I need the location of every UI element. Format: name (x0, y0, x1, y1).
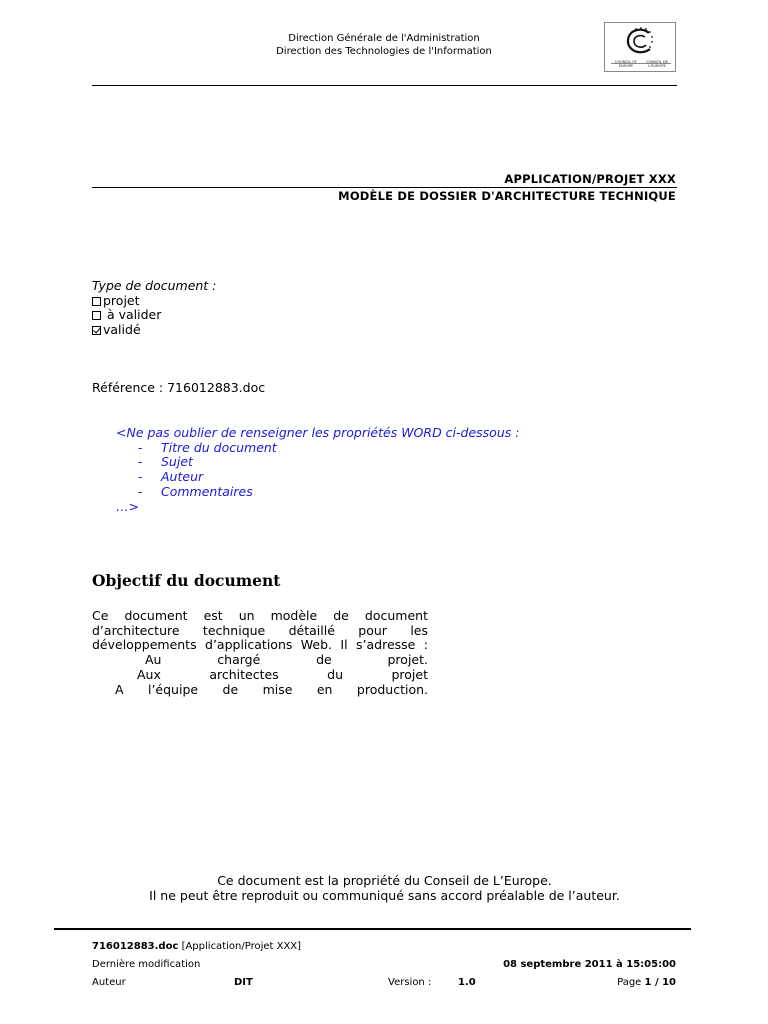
header-divider (92, 85, 677, 86)
header-line-2: Direction des Technologies de l'Information (276, 46, 492, 57)
document-type-section (92, 279, 216, 338)
paragraph-line: Ce document est un modèle de document (92, 608, 428, 623)
document-reference: Référence : 716012883.doc (92, 380, 266, 395)
doctype-option-valide[interactable] (92, 323, 216, 338)
paragraph-line: d’architecture technique détaillé pour les (92, 622, 428, 638)
list-item: - Commentaires (138, 483, 253, 499)
checkbox-unchecked-icon[interactable] (92, 297, 101, 306)
paragraph-line: développements d’applications Web. Il s’adresse : (92, 637, 428, 653)
footer-version-value: 1.0 (458, 977, 476, 988)
header-line-1: Direction Générale de l'Administration (288, 33, 480, 44)
title-divider (92, 187, 677, 188)
council-of-europe-logo (604, 22, 676, 72)
list-item: - Sujet (138, 454, 193, 470)
note-intro: <Ne pas oublier de renseigner les propriétés WORD ci-dessous : (116, 425, 520, 440)
checkbox-checked-icon[interactable] (92, 326, 101, 335)
footer-page-number: Page 1 / 10 (617, 977, 676, 988)
option-label: validé (103, 322, 141, 338)
logo-caption-fr: CONSEIL DE L'EUROPE (646, 60, 668, 68)
list-item: - Titre du document (138, 439, 277, 455)
doctype-option-projet[interactable] (92, 294, 216, 309)
paragraph-line: Au chargé de projet. (145, 652, 428, 668)
option-label: à valider (103, 307, 162, 323)
property-line-1: Ce document est la propriété du Conseil de L’Europe. (217, 873, 552, 888)
footer-version-label: Version : (388, 977, 432, 988)
header-text (170, 32, 598, 58)
doctype-option-a-valider[interactable] (92, 308, 216, 323)
list-item: - Auteur (138, 469, 204, 485)
note-outro: …> (116, 498, 139, 514)
footer-filename: 716012883.doc [Application/Projet XXX] (92, 941, 302, 952)
footer-divider (54, 928, 691, 930)
property-line-2: Il ne peut être reproduit ou communiqué sans accord préalable de l’auteur. (149, 887, 620, 903)
footer-author-label: Auteur (92, 977, 126, 988)
checkbox-unchecked-icon[interactable] (92, 311, 101, 320)
project-title: APPLICATION/PROJET XXX (504, 172, 676, 186)
document-type-label: Type de document : (92, 278, 217, 293)
property-notice (92, 874, 677, 903)
option-label: projet (103, 292, 140, 308)
paragraph-line: Aux architectes du projet (137, 666, 428, 682)
footer-last-modified-label: Dernière modification (92, 959, 201, 970)
objective-heading: Objectif du document (92, 571, 281, 590)
objective-paragraph (92, 609, 428, 697)
footer-last-modified-value: 08 septembre 2011 à 15:05:00 (503, 959, 676, 970)
model-title: MODÈLE DE DOSSIER D'ARCHITECTURE TECHNIQUE (338, 189, 676, 203)
logo-emblem-icon (619, 25, 663, 59)
note-list (116, 441, 519, 500)
footer-author-value: DIT (234, 977, 253, 988)
word-properties-note (116, 426, 519, 514)
logo-caption-en: COUNCIL OF EUROPE (614, 60, 638, 68)
paragraph-line: A l’équipe de mise en production. (115, 681, 428, 697)
